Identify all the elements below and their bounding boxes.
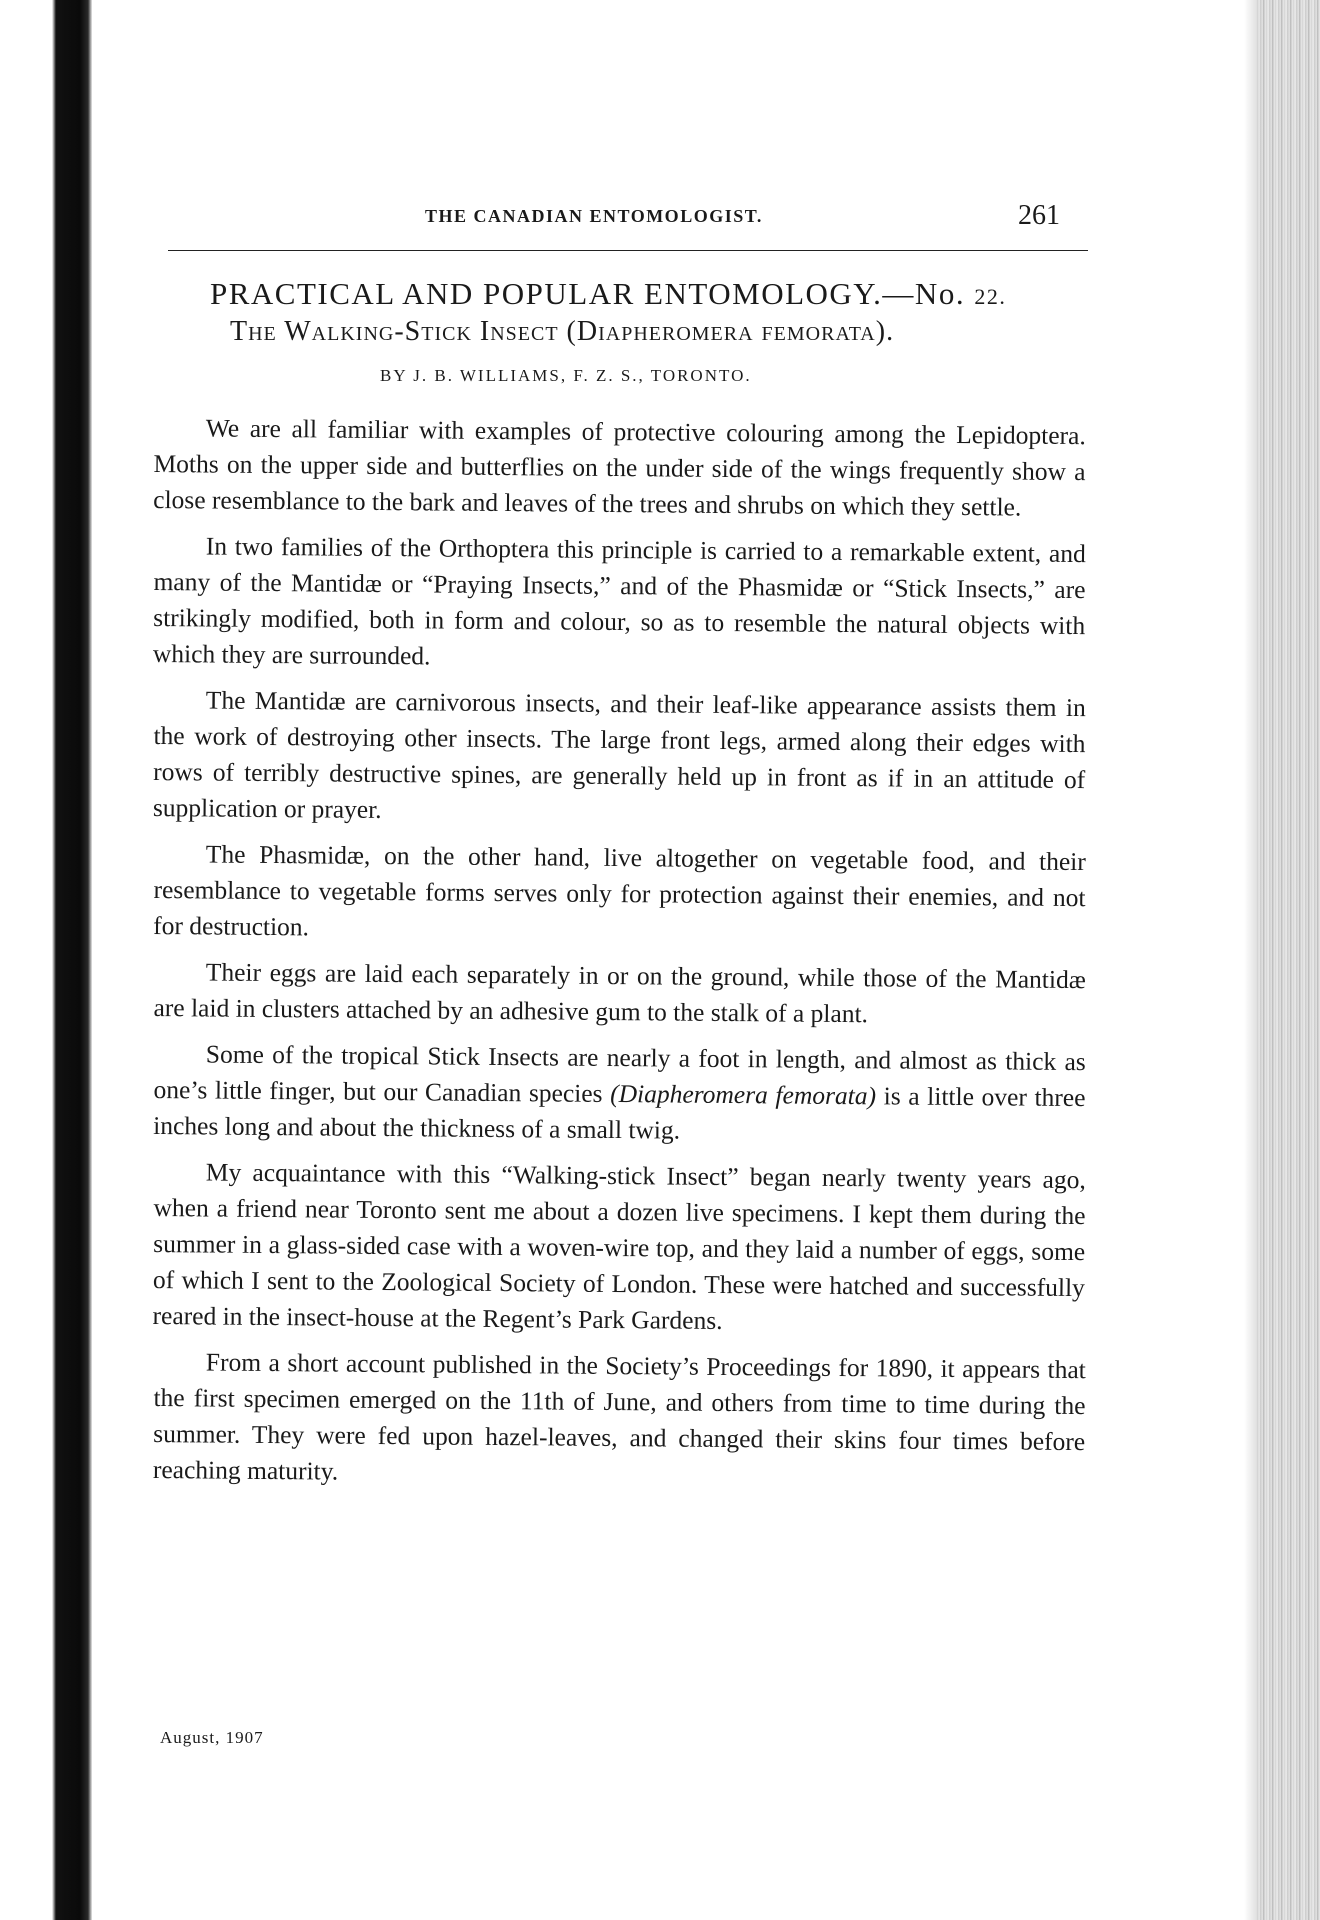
header-rule [168, 250, 1088, 251]
article-body [154, 410, 1086, 1498]
issue-date: August, 1907 [160, 1728, 264, 1747]
paragraph-text: Some of the tropical Stick Insects are nearly a foot in length, and almost as thick as one’s little finger, but our Canadian species [153, 1039, 1086, 1108]
species-name: (Diapheromera femorata) [610, 1078, 877, 1111]
page-edges [1256, 0, 1320, 1920]
paragraph: The Phasmidæ, on the other hand, live altogether on vegetable food, and their resemblance to vegetable forms serves only for protection against their enemies, and not for destruction. [153, 839, 1086, 942]
article-subtitle: The Walking-Stick Insect (Diapheromera femorata). [230, 316, 895, 347]
paragraph: The Mantidæ are carnivorous insects, and their leaf-like appearance assists them in the work of destroying other insects. The large front legs, armed along their edges with rows of terribly destructive spines, are generally held up in front as if in an attitude of supplication or prayer. [152, 685, 1086, 824]
paragraph: Their eggs are laid each separately in or on the ground, while those of the Mantidæ are laid in clusters attached by an adhesive gum to the stalk of a plant. [153, 957, 1086, 1029]
article-title [210, 276, 1070, 312]
article-byline: BY J. B. WILLIAMS, F. Z. S., TORONTO. [380, 366, 752, 385]
paragraph-text: is a little over three inches long and about the thickness of a small twig. [153, 1081, 1086, 1145]
article-series-number: 22. [974, 284, 1007, 309]
book-binding [0, 0, 92, 1920]
running-head [140, 200, 1100, 246]
paragraph: In two families of the Orthoptera this principle is carried to a remarkable extent, and many of the Mantidæ or “Praying Insects,” and of the Phasmidæ or “Stick Insects,” are strikingly modified, both in form and colour, so as to resemble the natural objects with which they are surrounded. [152, 531, 1086, 671]
page-number: 261 [1018, 200, 1060, 231]
paragraph: My acquaintance with this “Walking-stick Insect” began nearly twenty years ago, when a friend near Toronto sent me about a dozen live specimens. I kept them during the summer in a glass-sided case with a woven-wire top, and they laid a number of eggs, some of which I sent to the Zoological Society of London. These were hatched and successfully reared in the insect-house at the Regent’s Park Gardens. [152, 1157, 1086, 1335]
journal-title: THE CANADIAN ENTOMOLOGIST. [425, 206, 763, 226]
journal-page [140, 200, 1100, 1760]
paragraph: From a short account published in the Society’s Proceedings for 1890, it appears that the first specimen emerged on the 11th of June, and others from time to time during the summer. They were fed upon hazel-leaves, and changed their skins four times before reaching maturity. [152, 1347, 1086, 1486]
paragraph: We are all familiar with examples of protective colouring among the Lepidoptera. Moths on the upper side and butterflies on the under side of the wings frequently show a close resemblance to the bark and leaves of the trees and shrubs on which they settle. [153, 413, 1086, 522]
paragraph [153, 1036, 1086, 1152]
article-title-text: PRACTICAL AND POPULAR ENTOMOLOGY.—No. [210, 276, 966, 311]
